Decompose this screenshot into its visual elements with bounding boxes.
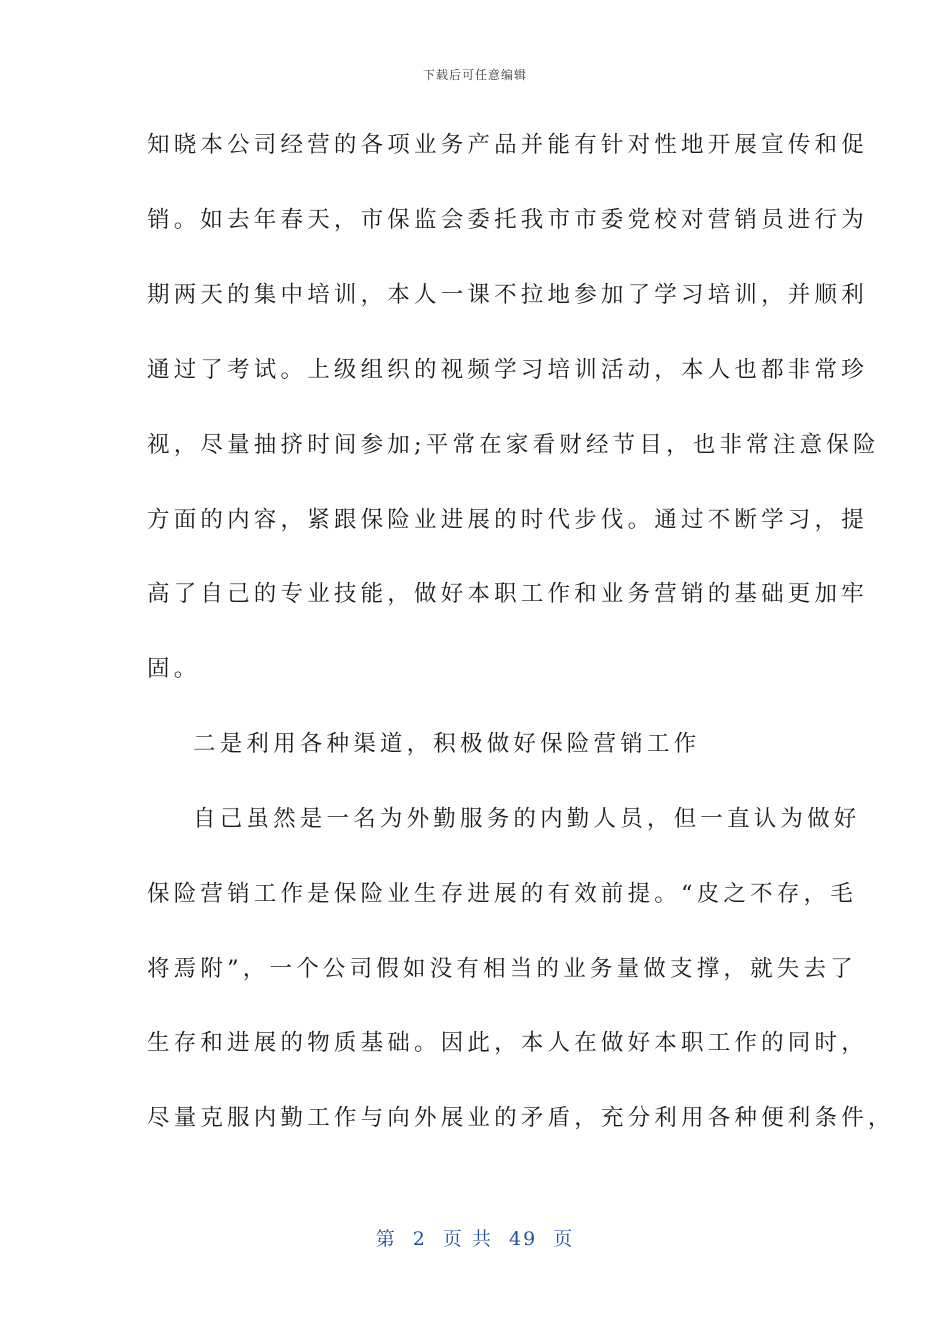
body-line: 将焉附”，一个公司假如没有相当的业务量做支撑，就失去了 (147, 956, 857, 982)
footer-suffix: 页 (553, 1228, 575, 1250)
body-line: 保险营销工作是保险业生存进展的有效前提。“皮之不存，毛 (147, 881, 857, 907)
body-line: 视，尽量抽挤时间参加;平常在家看财经节目，也非常注意保险 (147, 432, 880, 458)
body-line: 自己虽然是一名为外勤服务的内勤人员，但一直认为做好 (193, 806, 861, 832)
footer-middle: 页 共 (442, 1228, 493, 1250)
body-line: 尽量克服内勤工作与向外展业的矛盾，充分利用各种便利条件， (147, 1105, 895, 1131)
section-heading: 二是利用各种渠道，积极做好保险营销工作 (193, 731, 701, 757)
total-page-count: 49 (509, 1228, 538, 1250)
body-line: 高了自己的专业技能，做好本职工作和业务营销的基础更加牢 (147, 581, 868, 607)
footer-prefix: 第 (375, 1228, 397, 1250)
body-line: 期两天的集中培训，本人一课不拉地参加了学习培训，并顺利 (147, 282, 868, 308)
body-line: 固。 (147, 656, 201, 682)
page-header-note: 下载后可任意编辑 (422, 68, 527, 82)
current-page-number: 2 (412, 1228, 427, 1250)
body-line: 销。如去年春天，市保监会委托我市市委党校对营销员进行为 (147, 207, 868, 233)
body-line: 通过了考试。上级组织的视频学习培训活动，本人也都非常珍 (147, 357, 868, 383)
body-line: 方面的内容，紧跟保险业进展的时代步伐。通过不断学习，提 (147, 507, 868, 533)
body-line: 生存和进展的物质基础。因此，本人在做好本职工作的同时， (147, 1030, 868, 1056)
page-number-footer (0, 1224, 950, 1251)
body-line: 知晓本公司经营的各项业务产品并能有针对性地开展宣传和促 (147, 132, 868, 158)
